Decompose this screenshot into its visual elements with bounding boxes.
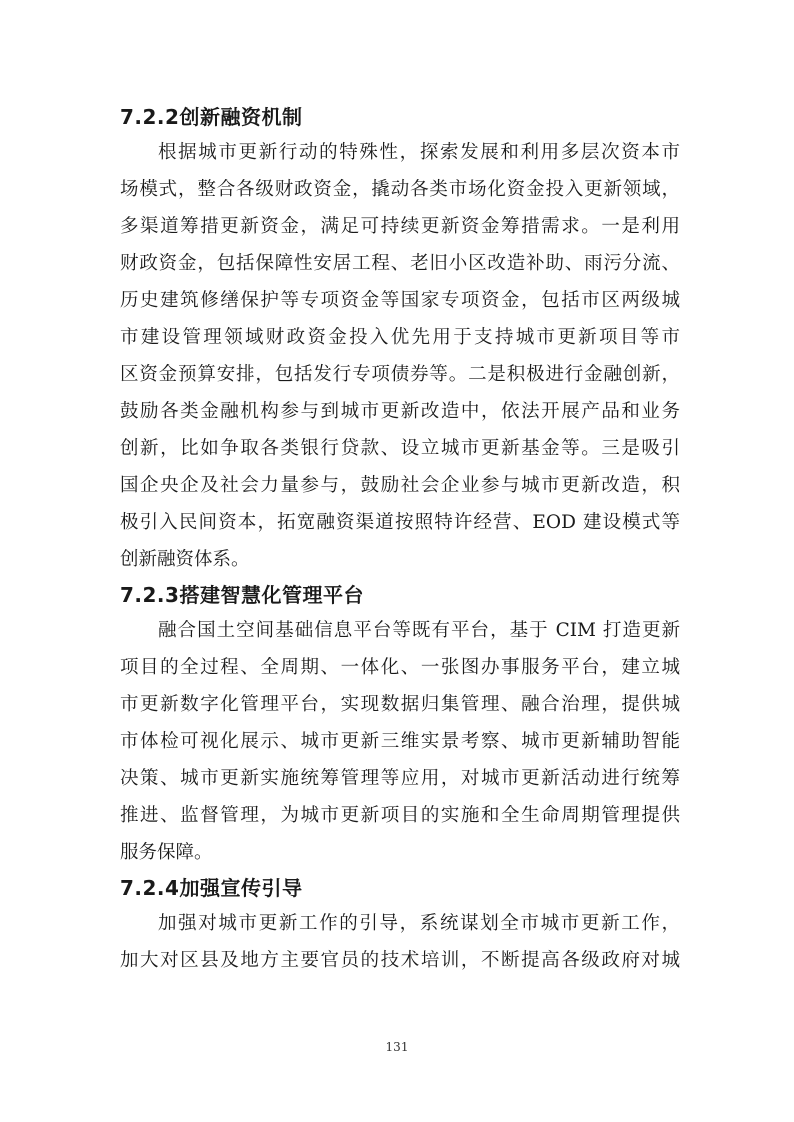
paragraph-line: 加大对区县及地方主要官员的技术培训，不断提高各级政府对城 <box>120 950 680 971</box>
section-paragraph-7-2-4 <box>120 905 680 979</box>
section-heading-7-2-4: 7.2.4加强宣传引导 <box>120 876 303 900</box>
paragraph-line: 市体检可视化展示、城市更新三维实景考察、城市更新辅助智能 <box>120 731 680 752</box>
page-number: 131 <box>385 1040 409 1054</box>
page-content <box>120 100 680 979</box>
paragraph-line: 根据城市更新行动的特殊性，探索发展和利用多层次资本市 <box>158 142 680 163</box>
paragraph-line: 市更新数字化管理平台，实现数据归集管理、融合治理，提供城 <box>120 694 680 715</box>
paragraph-line: 极引入民间资本，拓宽融资渠道按照特许经营、EOD 建设模式等 <box>120 512 680 533</box>
paragraph-line: 项目的全过程、全周期、一体化、一张图办事服务平台，建立城 <box>120 657 680 678</box>
section-heading-7-2-3: 7.2.3搭建智慧化管理平台 <box>120 583 364 607</box>
section-heading-7-2-2: 7.2.2创新融资机制 <box>120 105 303 129</box>
section-paragraph-7-2-3 <box>120 612 680 871</box>
paragraph-line: 创新融资体系。 <box>120 549 250 570</box>
paragraph-line: 加强对城市更新工作的引导，系统谋划全市城市更新工作， <box>158 913 680 934</box>
paragraph-line: 历史建筑修缮保护等专项资金等国家专项资金，包括市区两级城 <box>120 290 680 311</box>
paragraph-line: 国企央企及社会力量参与，鼓励社会企业参与城市更新改造，积 <box>120 475 680 496</box>
paragraph-line: 鼓励各类金融机构参与到城市更新改造中，依法开展产品和业务 <box>120 401 680 422</box>
paragraph-line: 决策、城市更新实施统筹管理等应用，对城市更新活动进行统筹 <box>120 768 680 789</box>
paragraph-line: 推进、监督管理，为城市更新项目的实施和全生命周期管理提供 <box>120 805 680 826</box>
paragraph-line: 多渠道筹措更新资金，满足可持续更新资金筹措需求。一是利用 <box>120 216 680 237</box>
paragraph-line: 创新，比如争取各类银行贷款、设立城市更新基金等。三是吸引 <box>120 438 680 459</box>
paragraph-line: 财政资金，包括保障性安居工程、老旧小区改造补助、雨污分流、 <box>120 253 680 274</box>
section-paragraph-7-2-2 <box>120 134 680 578</box>
paragraph-line: 场模式，整合各级财政资金，撬动各类市场化资金投入更新领域， <box>120 179 680 200</box>
paragraph-line: 市建设管理领域财政资金投入优先用于支持城市更新项目等市 <box>120 327 680 348</box>
paragraph-line: 区资金预算安排，包括发行专项债券等。二是积极进行金融创新， <box>120 364 680 385</box>
paragraph-line: 融合国土空间基础信息平台等既有平台，基于 CIM 打造更新 <box>158 620 680 641</box>
paragraph-line: 服务保障。 <box>120 842 213 863</box>
